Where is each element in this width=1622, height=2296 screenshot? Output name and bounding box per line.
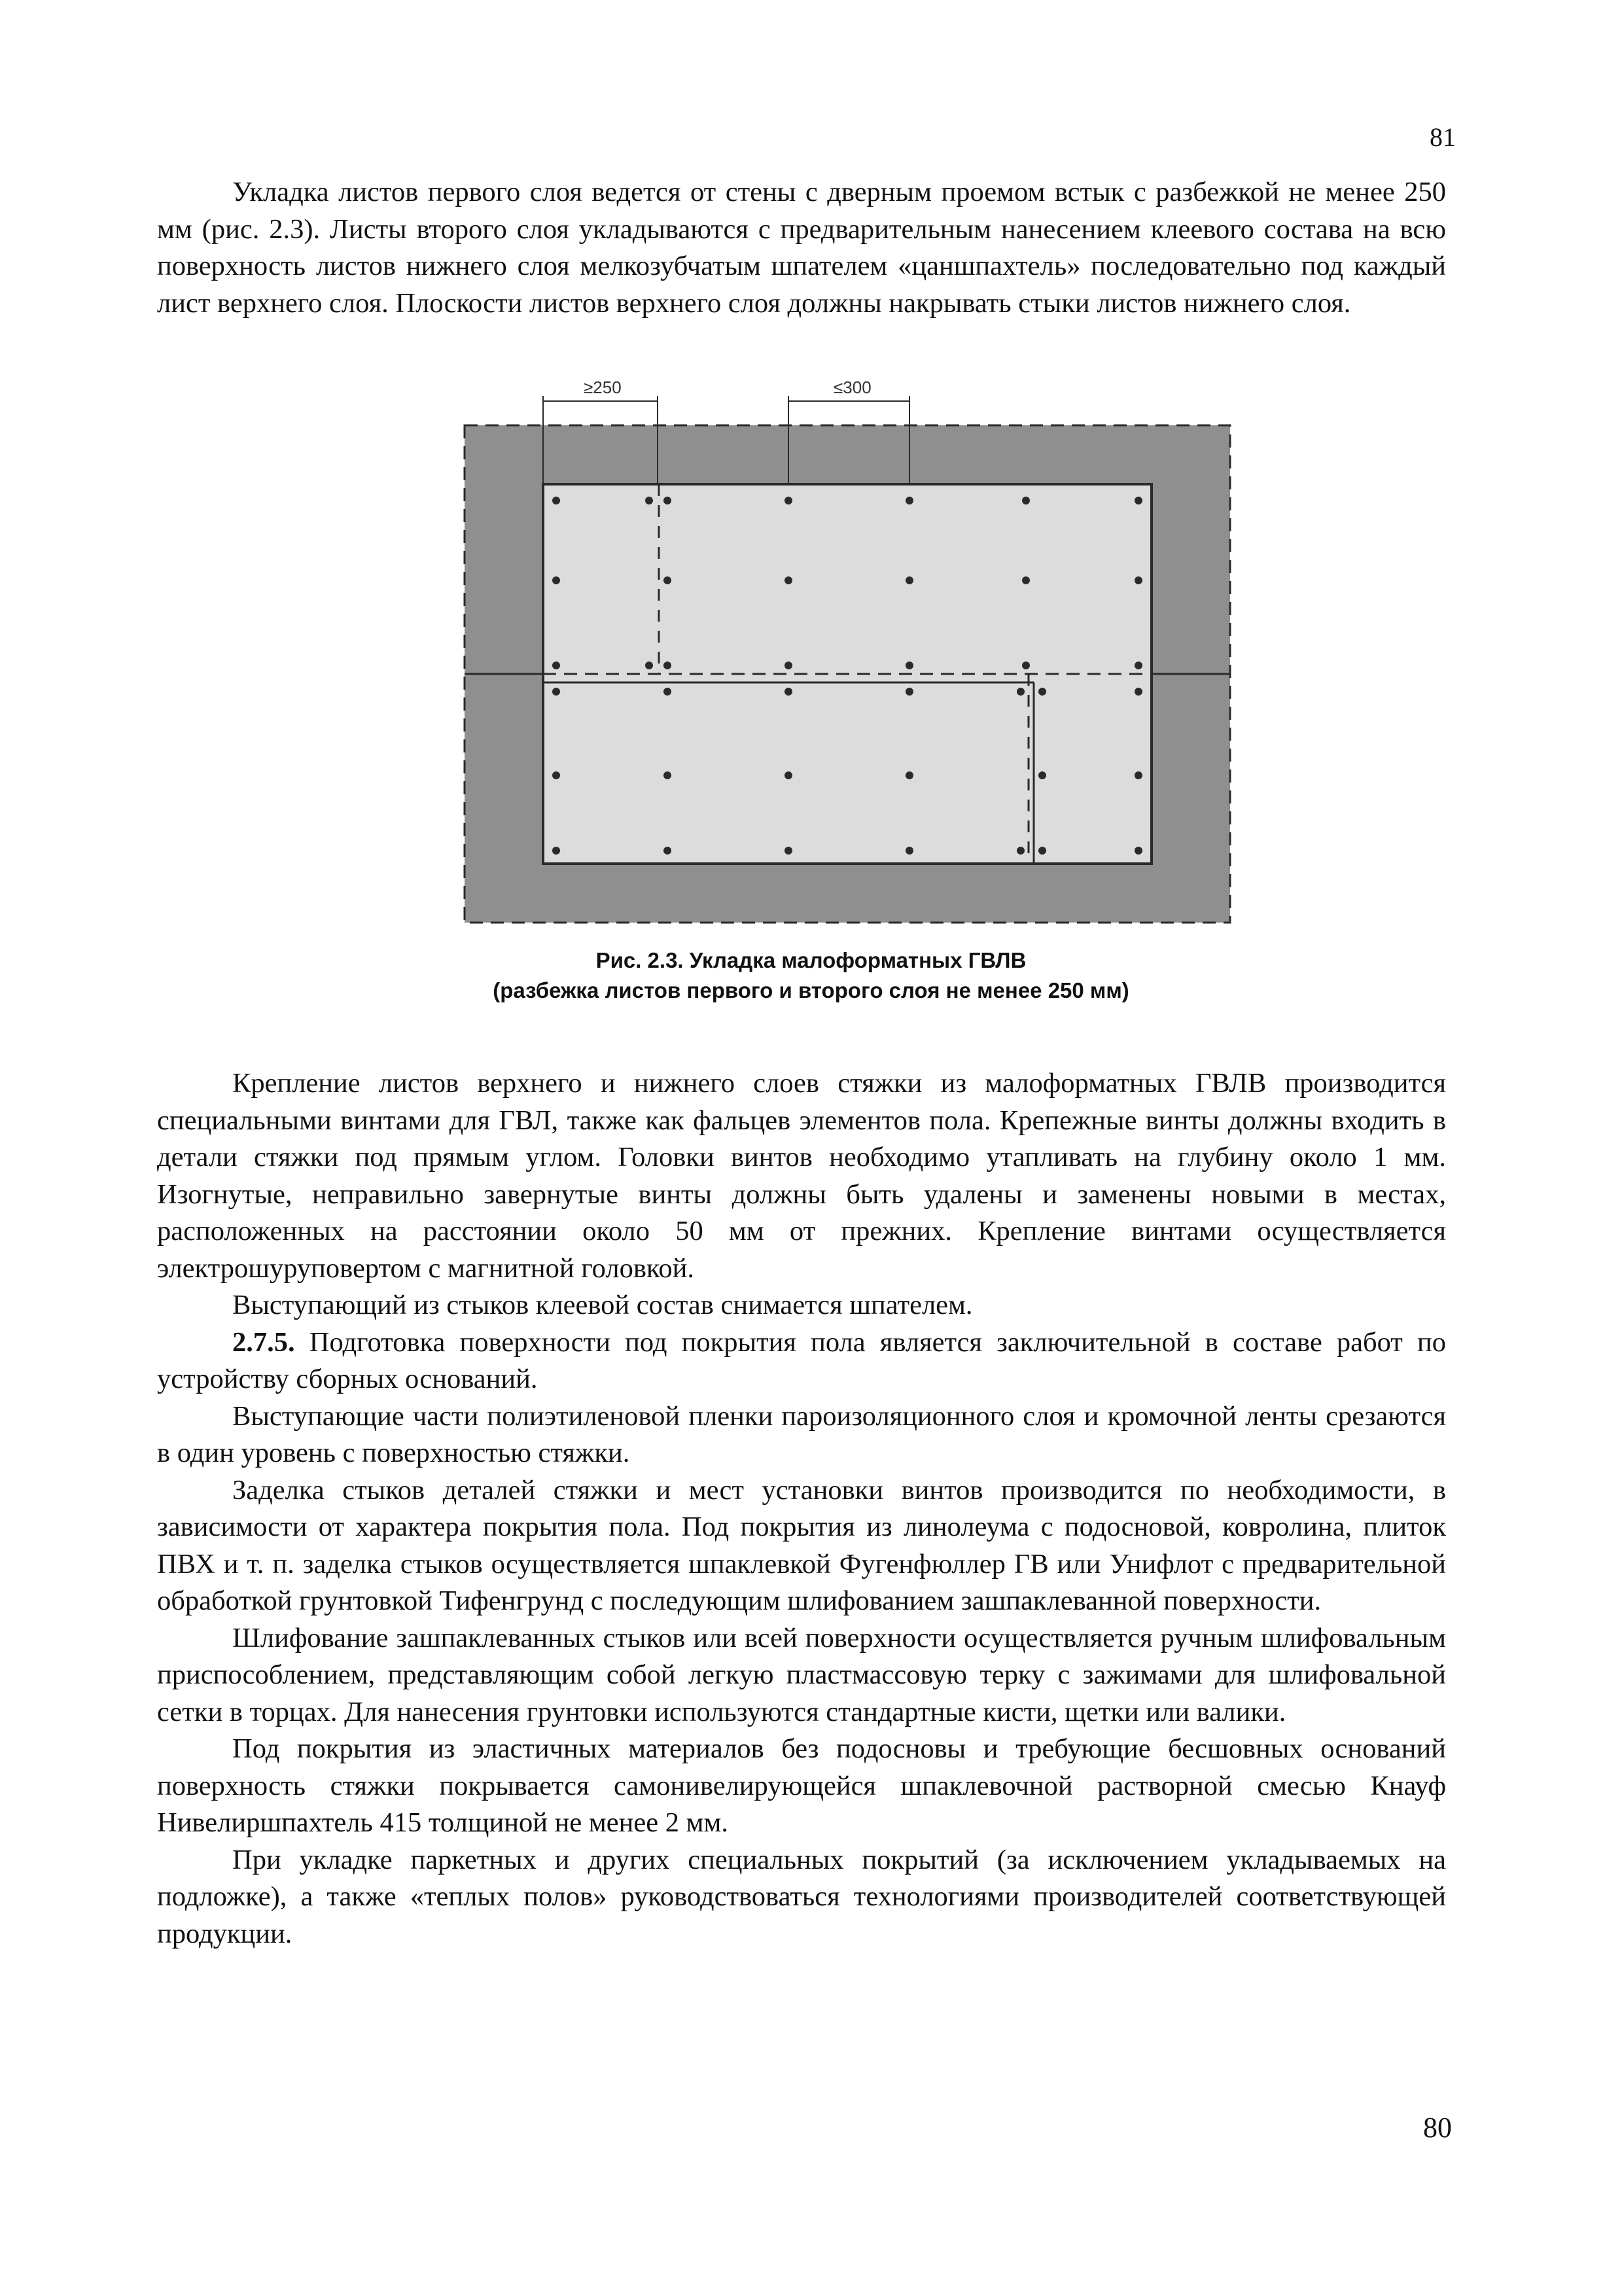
paragraph-4: Выступающие части полиэтиленовой пленки пароизоляционного слоя и кромочной ленты срезаются в один уровень с поверхностью стяжки. — [157, 1400, 1446, 1468]
figure-2-3 — [458, 370, 1243, 939]
section-number: 2.7.5. — [232, 1326, 295, 1358]
paragraph-3 — [157, 1324, 1446, 1398]
caption-line-1: Рис. 2.3. Укладка малоформатных ГВЛВ — [595, 948, 1027, 972]
paragraph-3-text: Подготовка поверхности под покрытия пола является заключительной в составе работ по устройству сборных оснований. — [157, 1326, 1446, 1394]
paragraph-6: Шлифование зашпаклеванных стыков или всей поверхности осуществляется ручным шлифовальным приспособлением, представляющим собой легкую пластмассовую терку с зажимами для шлифовальной сетки в торцах. Для нанесения грунтовки используются стандартные кисти, щетки или валики. — [157, 1622, 1446, 1727]
page-number-top: 81 — [1430, 122, 1456, 152]
caption-line-2: (разбежка листов первого и второго слоя не менее 250 мм) — [493, 978, 1129, 1002]
dim-right-label: ≤300 — [834, 378, 872, 397]
body-text-block — [157, 1065, 1446, 1952]
paragraph-8: При укладке паркетных и других специальных покрытий (за исключением укладываемых на подложке), а также «теплых полов» руководствоваться технологиями производителей соответствующей продукции. — [157, 1844, 1446, 1949]
intro-text-block — [157, 174, 1446, 322]
paragraph-1: Крепление листов верхнего и нижнего слоев стяжки из малоформатных ГВЛВ производится специальными винтами для ГВЛ, также как фальцев элементов пола. Крепежные винты должны входить в детали стяжки под прямым углом. Головки винтов необходимо утапливать на глубину около 1 мм. Изогнутые, неправильно завернутые винты должны быть удалены и заменены новыми в местах, расположенных на расстоянии около 50 мм от прежних. Крепление винтами осуществляется электрошуруповертом с магнитной головкой. — [157, 1068, 1446, 1284]
floor-layout-drawing — [458, 370, 1243, 939]
figure-caption — [0, 945, 1622, 1006]
paragraph-5: Заделка стыков деталей стяжки и мест установки винтов производится по необходимости, в зависимости от характера покрытия пола. Под покрытия из линолеума с подосновой, ковролина, плиток ПВХ и т. п. заделка стыков осуществляется шпаклевкой Фугенфюллер ГВ или Унифлот с предварительной обработкой грунтовкой Тифенгрунд с последующим шлифованием зашпаклеванной поверхности. — [157, 1474, 1446, 1616]
dim-left-label: ≥250 — [584, 378, 622, 397]
paragraph-2: Выступающий из стыков клеевой состав снимается шпателем. — [232, 1290, 973, 1320]
intro-paragraph: Укладка листов первого слоя ведется от стены с дверным проемом встык с разбежкой не менее 250 мм (рис. 2.3). Листы второго слоя укладываются с предварительным нанесением клеевого состава на всю поверхность листов нижнего слоя мелкозубчатым шпателем «цаншпахтель» последовательно под каждый лист верхнего слоя. Плоскости листов верхнего слоя должны накрывать стыки листов нижнего слоя. — [157, 177, 1446, 319]
page-number-bottom: 80 — [1423, 2111, 1452, 2144]
paragraph-7: Под покрытия из эластичных материалов без подосновы и требующие бесшовных оснований поверхность стяжки покрывается самонивелирующейся шпаклевочной растворной смесью Кнауф Нивелиршпахтель 415 толщиной не менее 2 мм. — [157, 1733, 1446, 1838]
